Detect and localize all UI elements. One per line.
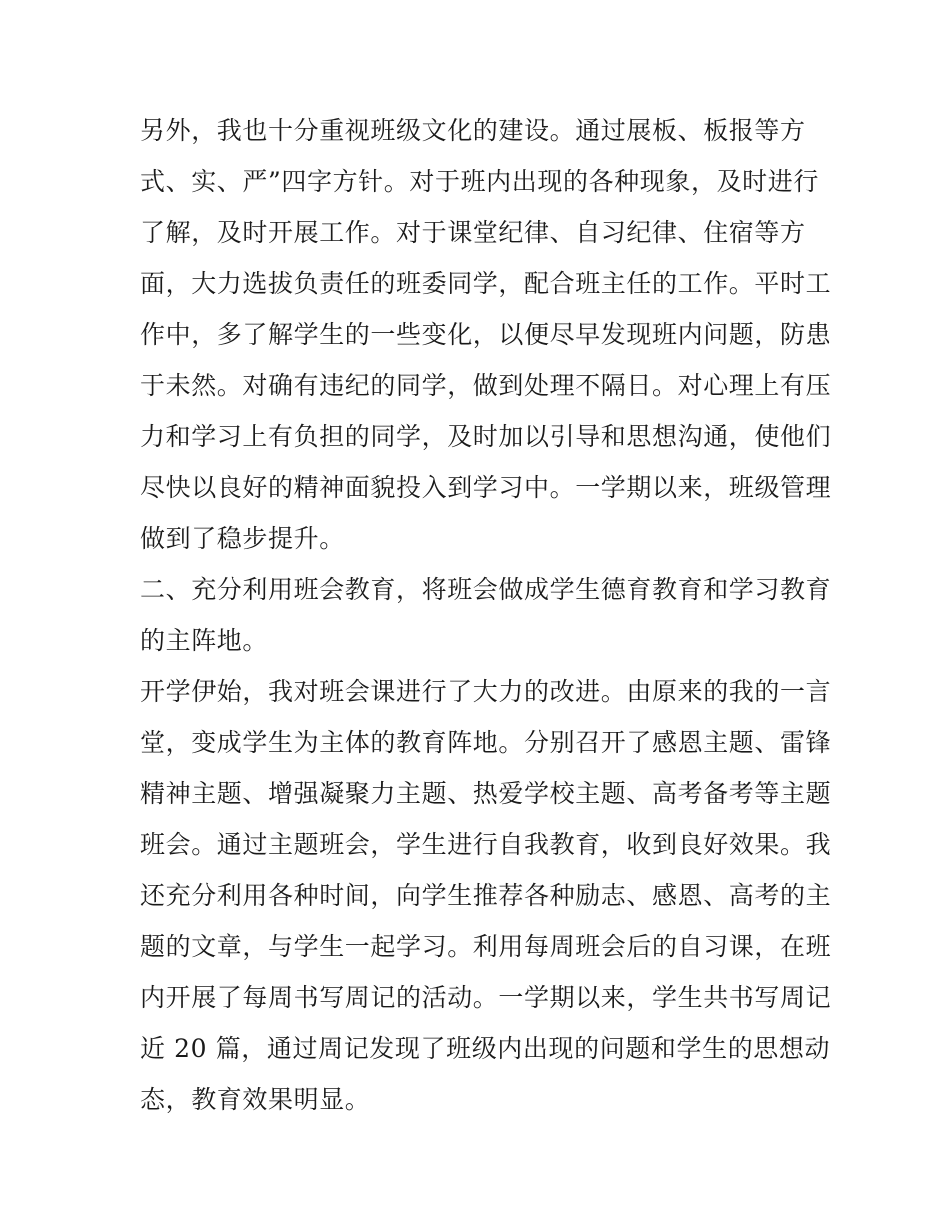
text-line: 另外，我也十分重视班级文化的建设。通过展板、板报等方	[140, 116, 806, 145]
text-line: 面，大力选拔负责任的班委同学，配合班主任的工作。平时工	[140, 269, 832, 298]
paragraph-class-culture	[140, 105, 832, 564]
text-line: 内开展了每周书写周记的活动。一学期以来，学生共书写周记	[140, 983, 832, 1012]
text-line: 尽快以良好的精神面貌投入到学习中。一学期以来，班级管理	[140, 473, 832, 502]
section-heading-class-meeting	[140, 564, 832, 666]
text-line: 近 20 篇，通过周记发现了班级内出现的问题和学生的思想动	[140, 1034, 831, 1063]
text-line: 班会。通过主题班会，学生进行自我教育，收到良好效果。我	[140, 830, 832, 859]
heading-line: 二、充分利用班会教育，将班会做成学生德育教育和学习教育	[140, 575, 832, 604]
text-line: 题的文章，与学生一起学习。利用每周班会后的自习课，在班	[140, 932, 832, 961]
text-line: 做到了稳步提升。	[140, 524, 345, 553]
text-line: 式、实、严”四字方针。对于班内出现的各种现象，及时进行	[140, 167, 819, 196]
text-line: 于未然。对确有违纪的同学，做到处理不隔日。对心理上有压	[140, 371, 832, 400]
text-line: 精神主题、增强凝聚力主题、热爱学校主题、高考备考等主题	[140, 779, 832, 808]
document-body	[140, 105, 832, 1125]
text-line: 态，教育效果明显。	[140, 1085, 371, 1114]
text-line: 了解，及时开展工作。对于课堂纪律、自习纪律、住宿等方	[140, 218, 806, 247]
heading-line: 的主阵地。	[140, 626, 269, 655]
text-line: 作中，多了解学生的一些变化，以便尽早发现班内问题，防患	[140, 320, 832, 349]
text-line: 还充分利用各种时间，向学生推荐各种励志、感恩、高考的主	[140, 881, 832, 910]
text-line: 力和学习上有负担的同学，及时加以引导和思想沟通，使他们	[140, 422, 832, 451]
text-line: 堂，变成学生为主体的教育阵地。分别召开了感恩主题、雷锋	[140, 728, 832, 757]
paragraph-class-meeting-reform	[140, 666, 832, 1125]
text-line: 开学伊始，我对班会课进行了大力的改进。由原来的我的一言	[140, 677, 832, 706]
